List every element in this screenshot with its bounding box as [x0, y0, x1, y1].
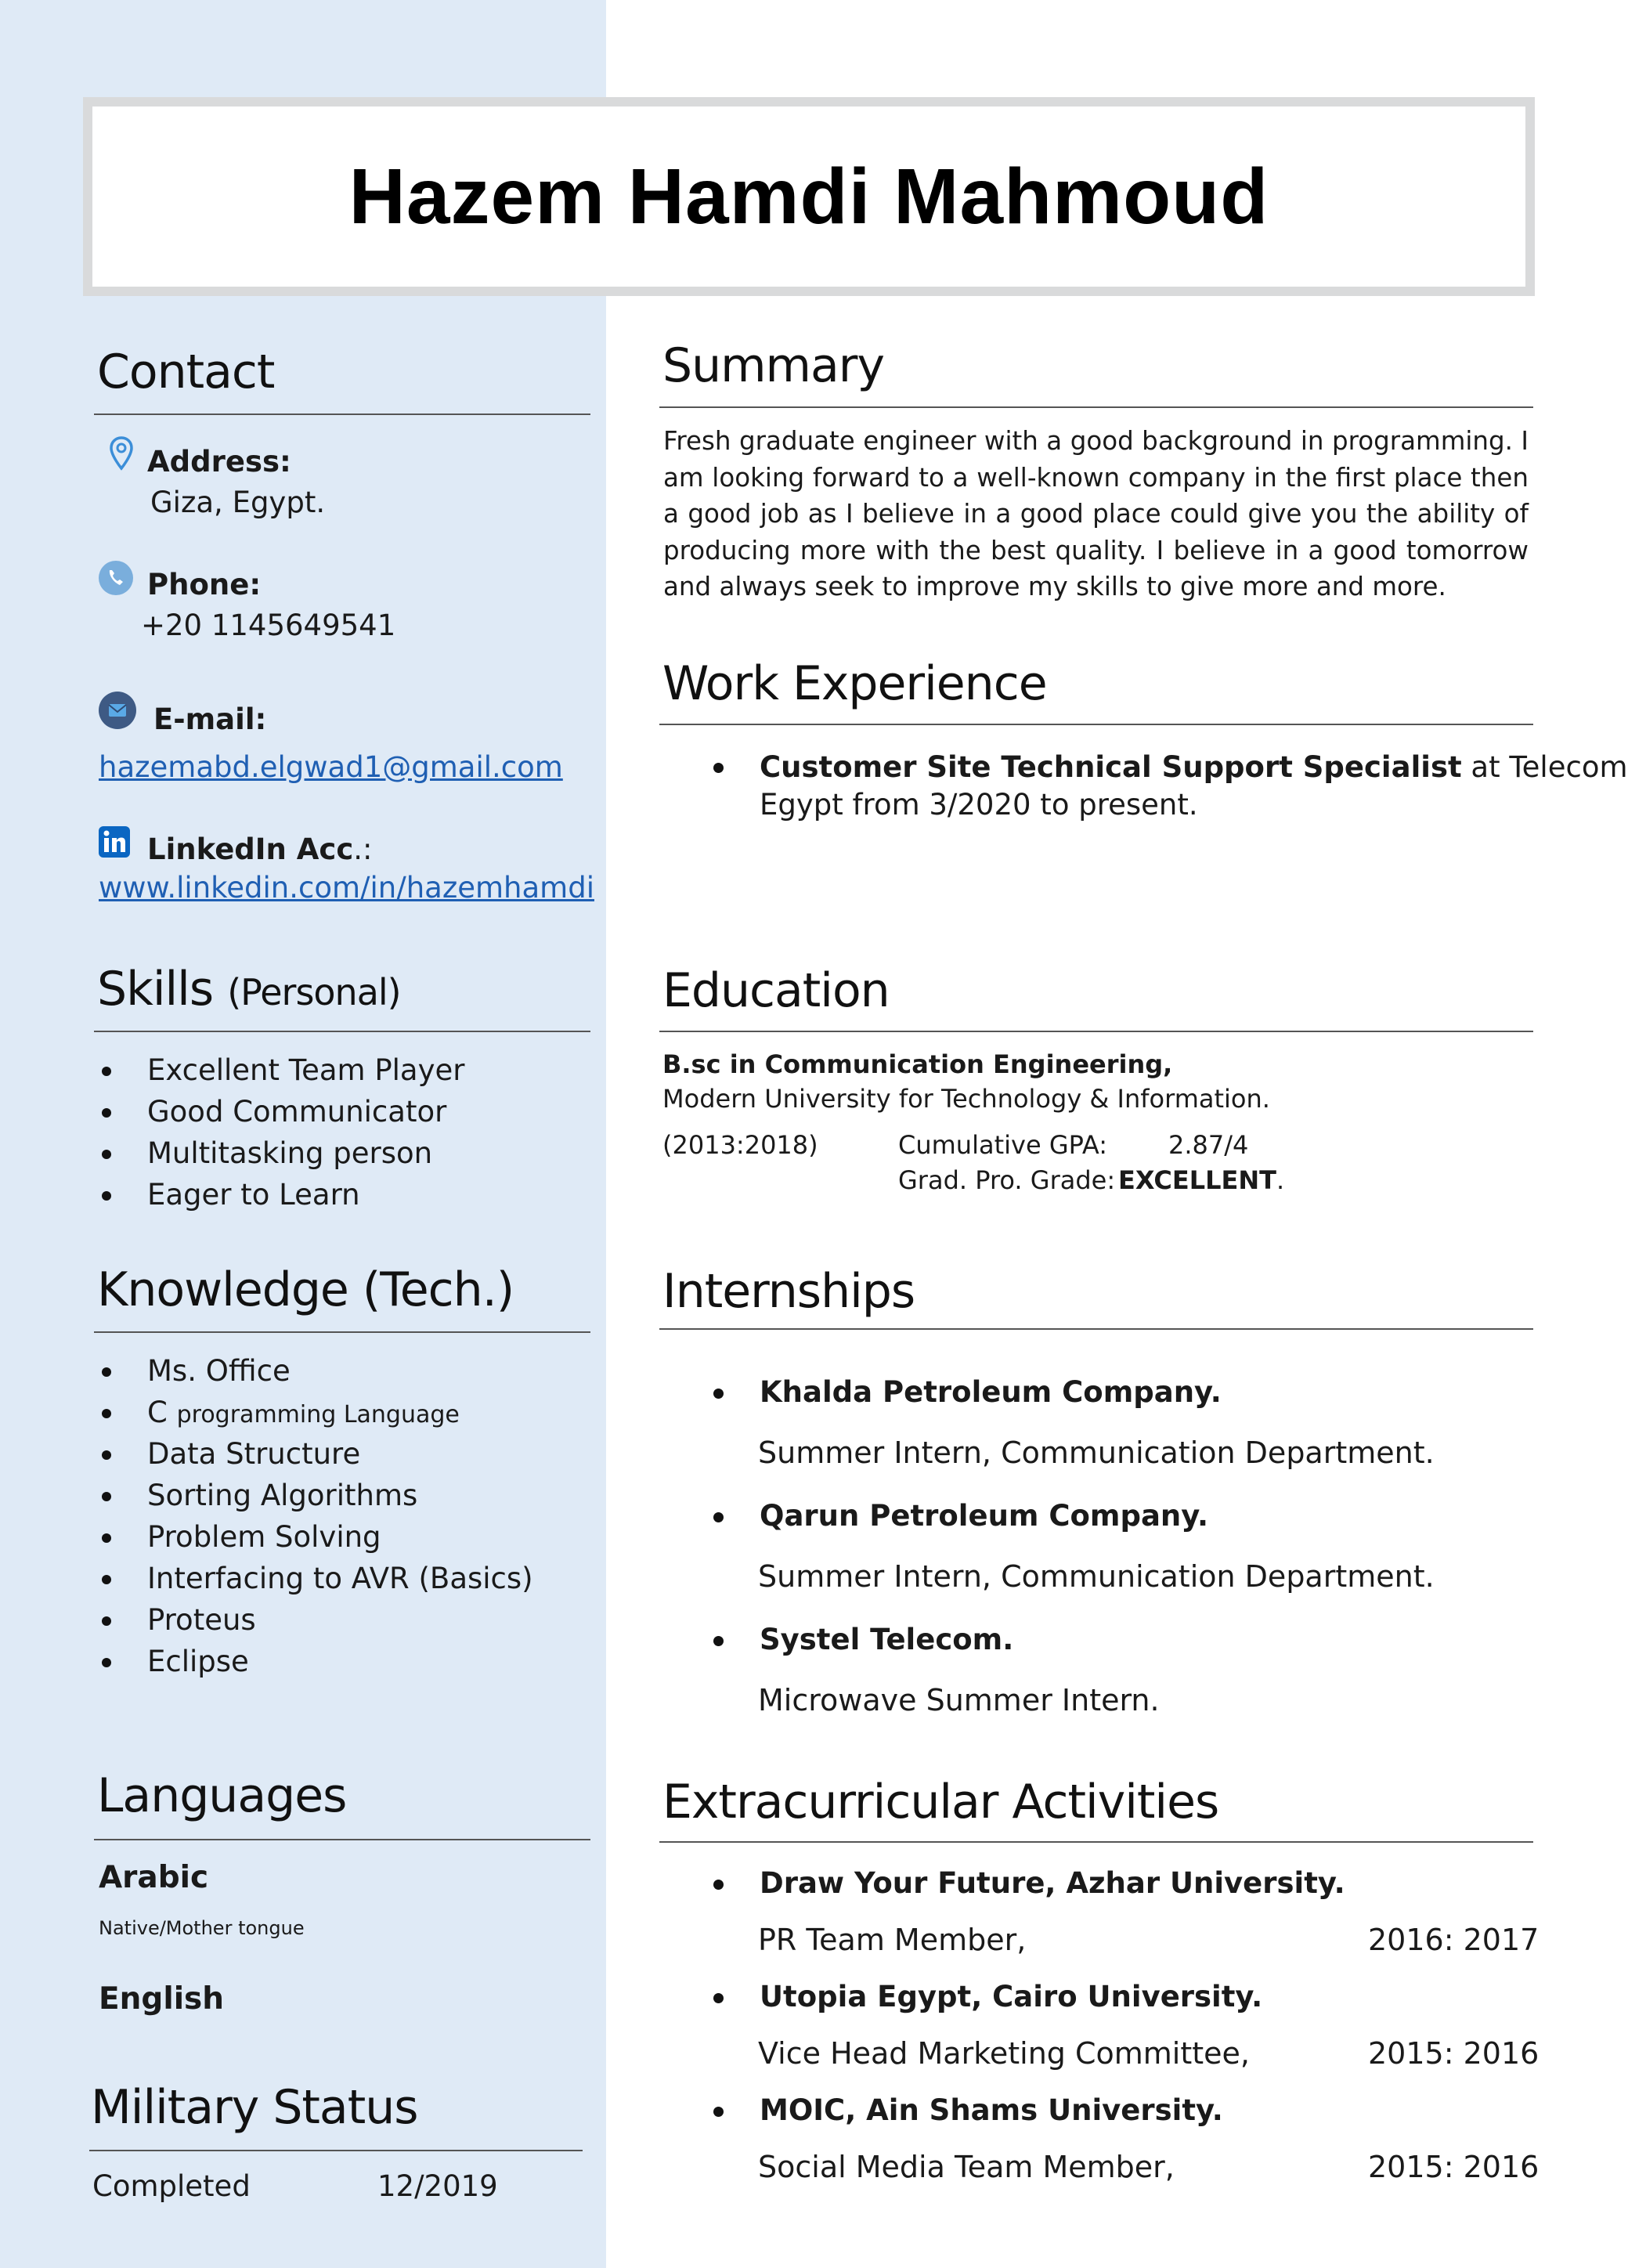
- internship-role: Microwave Summer Intern.: [758, 1683, 1160, 1717]
- contact-title: Contact: [97, 345, 275, 399]
- knowledge-title: Knowledge (Tech.): [97, 1262, 514, 1317]
- linkedin-label-suffix: .:: [353, 832, 373, 866]
- knowledge-rule: [94, 1331, 590, 1333]
- education-grade: [1118, 1165, 1284, 1195]
- activity-role: Vice Head Marketing Committee,: [758, 2036, 1250, 2071]
- work-rule: [659, 724, 1533, 725]
- work-line-1-rest: at Telecom: [1461, 750, 1628, 784]
- skills-rule: [94, 1031, 590, 1032]
- phone-value: +20 1145649541: [141, 609, 396, 642]
- military-title: Military Status: [91, 2080, 418, 2135]
- linkedin-icon: [99, 826, 130, 858]
- activities-rule: [659, 1841, 1533, 1843]
- education-school: Modern University for Technology & Information.: [662, 1084, 1270, 1114]
- phone-label: Phone:: [147, 568, 262, 601]
- skills-title-main: Skills: [97, 962, 214, 1017]
- knowledge-c-suffix: programming Language: [176, 1401, 460, 1428]
- activity-bullet: [713, 1880, 724, 1890]
- work-bullet: [713, 763, 724, 773]
- activity-period: 2015: 2016: [1368, 2036, 1540, 2071]
- work-line-1: [760, 750, 1628, 784]
- activity-bullet: [713, 1993, 724, 2003]
- email-label: E-mail:: [153, 702, 267, 736]
- name-header-box: [83, 97, 1535, 296]
- military-date: 12/2019: [377, 2169, 498, 2203]
- internship-role: Summer Intern, Communication Department.: [758, 1559, 1435, 1594]
- phone-icon: [99, 561, 133, 595]
- knowledge-list-item: Data Structure: [99, 1433, 533, 1475]
- activity-bullet: [713, 2107, 724, 2117]
- language-arabic-level: Native/Mother tongue: [99, 1917, 305, 1939]
- work-title: Work Experience: [662, 656, 1047, 711]
- skills-list-item: Eager to Learn: [99, 1174, 464, 1215]
- full-name: Hazem Hamdi Mahmoud: [348, 152, 1269, 240]
- skills-title-sub: (Personal): [227, 971, 401, 1013]
- linkedin-label: [147, 832, 373, 866]
- knowledge-list-item: Ms. Office: [99, 1350, 533, 1392]
- languages-rule: [94, 1839, 590, 1840]
- internship-company: Qarun Petroleum Company.: [760, 1499, 1209, 1533]
- linkedin-label-main: LinkedIn Acc: [147, 832, 354, 866]
- knowledge-list-item: [99, 1392, 533, 1433]
- address-value: Giza, Egypt.: [150, 486, 326, 519]
- skills-title: [97, 962, 401, 1017]
- knowledge-list-item: Problem Solving: [99, 1516, 533, 1558]
- work-line-2: Egypt from 3/2020 to present.: [760, 788, 1198, 822]
- linkedin-link[interactable]: www.linkedin.com/in/hazemhamdi: [99, 871, 594, 905]
- knowledge-list: [99, 1350, 533, 1682]
- internship-bullet: [713, 1636, 724, 1646]
- activity-role: Social Media Team Member,: [758, 2150, 1175, 2184]
- languages-title: Languages: [97, 1768, 347, 1823]
- activity-org: MOIC, Ain Shams University.: [760, 2093, 1223, 2127]
- knowledge-list-item: Sorting Algorithms: [99, 1475, 533, 1516]
- education-title: Education: [662, 963, 890, 1018]
- internship-bullet: [713, 1512, 724, 1522]
- activity-org: Draw Your Future, Azhar University.: [760, 1866, 1345, 1900]
- knowledge-list-item: Eclipse: [99, 1641, 533, 1682]
- education-gpa: 2.87/4: [1168, 1130, 1249, 1160]
- education-grade-suffix: .: [1276, 1165, 1285, 1195]
- activity-org: Utopia Egypt, Cairo University.: [760, 1980, 1263, 2013]
- activity-role: PR Team Member,: [758, 1923, 1027, 1957]
- education-gpa-label: Cumulative GPA:: [898, 1130, 1107, 1160]
- summary-text: Fresh graduate engineer with a good background in programming. I am looking forward to a well-known company in the first place then a good job as I believe in a good place could give you the ability of producing more with the best quality. I believe in a good tomorrow and always seek to improve my skills to give more and more.: [663, 426, 1529, 601]
- contact-rule: [94, 414, 590, 415]
- mail-icon: [99, 692, 136, 729]
- internships-rule: [659, 1328, 1533, 1330]
- knowledge-list-item: Proteus: [99, 1599, 533, 1641]
- military-rule: [89, 2150, 583, 2151]
- education-years: (2013:2018): [662, 1130, 818, 1160]
- military-status: Completed: [92, 2169, 251, 2203]
- skills-list-item: Multitasking person: [99, 1132, 464, 1174]
- location-pin-icon: [109, 435, 134, 471]
- internship-company: Systel Telecom.: [760, 1623, 1014, 1656]
- address-label: Address:: [147, 445, 291, 479]
- skills-list: [99, 1049, 464, 1215]
- activity-period: 2015: 2016: [1368, 2150, 1540, 2184]
- email-link[interactable]: hazemabd.elgwad1@gmail.com: [99, 750, 563, 784]
- internship-company: Khalda Petroleum Company.: [760, 1375, 1222, 1409]
- internships-title: Internships: [662, 1264, 915, 1319]
- summary-title: Summary: [662, 338, 884, 393]
- education-grade-value: EXCELLENT: [1118, 1165, 1276, 1195]
- work-role: Customer Site Technical Support Specialist: [760, 750, 1462, 784]
- language-arabic: Arabic: [99, 1860, 209, 1895]
- internship-bullet: [713, 1389, 724, 1399]
- internship-role: Summer Intern, Communication Department.: [758, 1436, 1435, 1470]
- knowledge-c-label: C: [147, 1396, 168, 1429]
- education-degree: B.sc in Communication Engineering,: [662, 1049, 1173, 1079]
- language-english: English: [99, 1981, 225, 2017]
- skills-list-item: Good Communicator: [99, 1091, 464, 1132]
- skills-list-item: Excellent Team Player: [99, 1049, 464, 1091]
- knowledge-list-item: Interfacing to AVR (Basics): [99, 1558, 533, 1599]
- activities-title: Extracurricular Activities: [662, 1775, 1219, 1829]
- education-grade-label: Grad. Pro. Grade:: [898, 1165, 1116, 1195]
- summary-rule: [659, 406, 1533, 408]
- education-rule: [659, 1031, 1533, 1032]
- activity-period: 2016: 2017: [1368, 1923, 1540, 1957]
